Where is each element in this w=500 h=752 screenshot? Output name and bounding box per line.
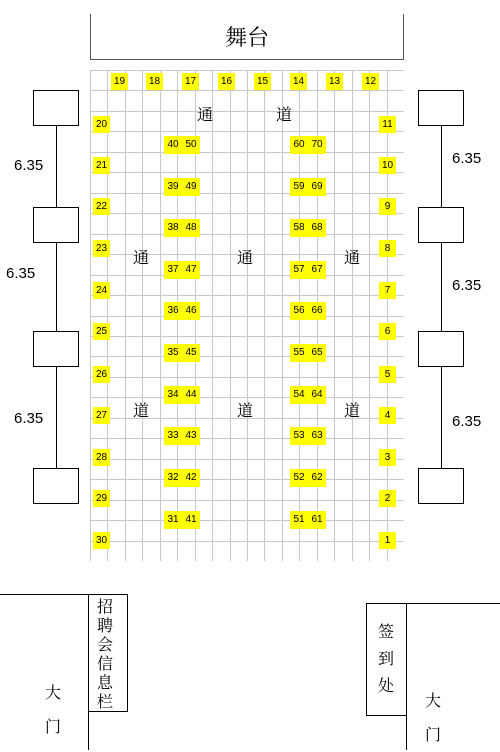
seat-21: 21 [93, 157, 110, 174]
seat-pair-31-41 [164, 511, 200, 529]
seat-28: 28 [93, 449, 110, 466]
seat-pair-52-62 [290, 469, 326, 487]
seat-pair-59-69 [290, 178, 326, 196]
seat-7: 7 [379, 282, 396, 299]
seat-67: 67 [311, 264, 323, 275]
seat-30: 30 [93, 532, 110, 549]
aisle-label: 通 [236, 248, 253, 267]
seat-70: 70 [311, 139, 323, 150]
seat-25: 25 [93, 323, 110, 340]
seating-grid [90, 70, 404, 561]
seat-22: 22 [93, 198, 110, 215]
left-pillar-box [33, 331, 79, 367]
seat-3: 3 [379, 449, 396, 466]
seat-16: 16 [218, 73, 235, 90]
dimension-line [441, 367, 442, 468]
seat-4: 4 [379, 407, 396, 424]
seat-60: 60 [293, 139, 305, 150]
seat-47: 47 [185, 264, 197, 275]
seat-pair-58-68 [290, 219, 326, 237]
wall-left-top [0, 594, 88, 595]
seat-11: 11 [379, 116, 396, 133]
seat-42: 42 [185, 472, 197, 483]
seat-pair-51-61 [290, 511, 326, 529]
seat-17: 17 [182, 73, 199, 90]
aisle-label: 道 [343, 401, 360, 420]
left-pillar-box [33, 90, 79, 126]
seat-43: 43 [185, 430, 197, 441]
seat-pair-60-70 [290, 136, 326, 154]
seat-63: 63 [311, 430, 323, 441]
right-pillar-box [418, 207, 464, 243]
seat-57: 57 [293, 264, 305, 275]
seat-46: 46 [185, 305, 197, 316]
stage [90, 14, 404, 60]
seat-pair-40-50 [164, 136, 200, 154]
seat-29: 29 [93, 490, 110, 507]
seat-65: 65 [311, 347, 323, 358]
seat-12: 12 [362, 73, 379, 90]
seat-59: 59 [293, 181, 305, 192]
wall-right-vertical [406, 603, 407, 750]
main-door-label-left: 大 门 [44, 683, 61, 736]
spacing-label: 6.35 [452, 277, 482, 294]
seat-1: 1 [379, 532, 396, 549]
dimension-line [56, 367, 57, 468]
seat-13: 13 [326, 73, 343, 90]
seat-36: 36 [167, 305, 179, 316]
left-pillar-box [33, 207, 79, 243]
seat-49: 49 [185, 181, 197, 192]
seat-18: 18 [146, 73, 163, 90]
seat-pair-32-42 [164, 469, 200, 487]
seat-26: 26 [93, 366, 110, 383]
seat-8: 8 [379, 240, 396, 257]
aisle-label: 道 [236, 401, 253, 420]
dimension-line [56, 243, 57, 331]
seat-53: 53 [293, 430, 305, 441]
seat-pair-37-47 [164, 261, 200, 279]
seat-5: 5 [379, 366, 396, 383]
seat-35: 35 [167, 347, 179, 358]
seat-52: 52 [293, 472, 305, 483]
seat-pair-33-43 [164, 427, 200, 445]
seat-39: 39 [167, 181, 179, 192]
seat-pair-35-45 [164, 344, 200, 362]
seat-pair-57-67 [290, 261, 326, 279]
seat-33: 33 [167, 430, 179, 441]
info-board-label: 招聘会信息栏 [96, 597, 113, 711]
seat-23: 23 [93, 240, 110, 257]
seat-pair-54-64 [290, 386, 326, 404]
dimension-line [56, 126, 57, 207]
seat-38: 38 [167, 222, 179, 233]
seat-62: 62 [311, 472, 323, 483]
seat-10: 10 [379, 157, 396, 174]
spacing-label: 6.35 [14, 157, 44, 174]
spacing-label: 6.35 [6, 265, 36, 282]
seat-37: 37 [167, 264, 179, 275]
right-pillar-box [418, 331, 464, 367]
seat-24: 24 [93, 282, 110, 299]
aisle-label: 通 [343, 248, 360, 267]
seat-54: 54 [293, 389, 305, 400]
seat-45: 45 [185, 347, 197, 358]
seat-2: 2 [379, 490, 396, 507]
wall-right-top [406, 603, 500, 604]
dimension-line [441, 126, 442, 207]
seat-40: 40 [167, 139, 179, 150]
seat-20: 20 [93, 116, 110, 133]
seat-41: 41 [185, 514, 197, 525]
seat-9: 9 [379, 198, 396, 215]
seat-pair-53-63 [290, 427, 326, 445]
seat-pair-56-66 [290, 302, 326, 320]
seat-55: 55 [293, 347, 305, 358]
checkin-label: 签到处 [377, 622, 394, 695]
right-pillar-box [418, 90, 464, 126]
right-pillar-box [418, 468, 464, 504]
seat-6: 6 [379, 323, 396, 340]
seat-44: 44 [185, 389, 197, 400]
seat-15: 15 [254, 73, 271, 90]
seat-51: 51 [293, 514, 305, 525]
aisle-label: 通 [132, 248, 149, 267]
seat-61: 61 [311, 514, 323, 525]
seat-69: 69 [311, 181, 323, 192]
seat-19: 19 [111, 73, 128, 90]
seat-pair-36-46 [164, 302, 200, 320]
seat-pair-55-65 [290, 344, 326, 362]
seat-48: 48 [185, 222, 197, 233]
spacing-label: 6.35 [14, 410, 44, 427]
main-door-label-right: 大 门 [424, 691, 441, 744]
left-pillar-box [33, 468, 79, 504]
seat-32: 32 [167, 472, 179, 483]
seat-31: 31 [167, 514, 179, 525]
seat-pair-39-49 [164, 178, 200, 196]
stage-label: 舞台 [224, 26, 269, 51]
aisle-label: 道 [275, 105, 292, 124]
seat-27: 27 [93, 407, 110, 424]
seat-58: 58 [293, 222, 305, 233]
seat-pair-34-44 [164, 386, 200, 404]
dimension-line [441, 243, 442, 331]
seat-14: 14 [290, 73, 307, 90]
seat-64: 64 [311, 389, 323, 400]
aisle-label: 道 [132, 401, 149, 420]
seat-50: 50 [185, 139, 197, 150]
seat-56: 56 [293, 305, 305, 316]
spacing-label: 6.35 [452, 150, 482, 167]
aisle-label: 通 [196, 105, 213, 124]
seat-pair-38-48 [164, 219, 200, 237]
seat-68: 68 [311, 222, 323, 233]
seat-66: 66 [311, 305, 323, 316]
spacing-label: 6.35 [452, 413, 482, 430]
seat-34: 34 [167, 389, 179, 400]
